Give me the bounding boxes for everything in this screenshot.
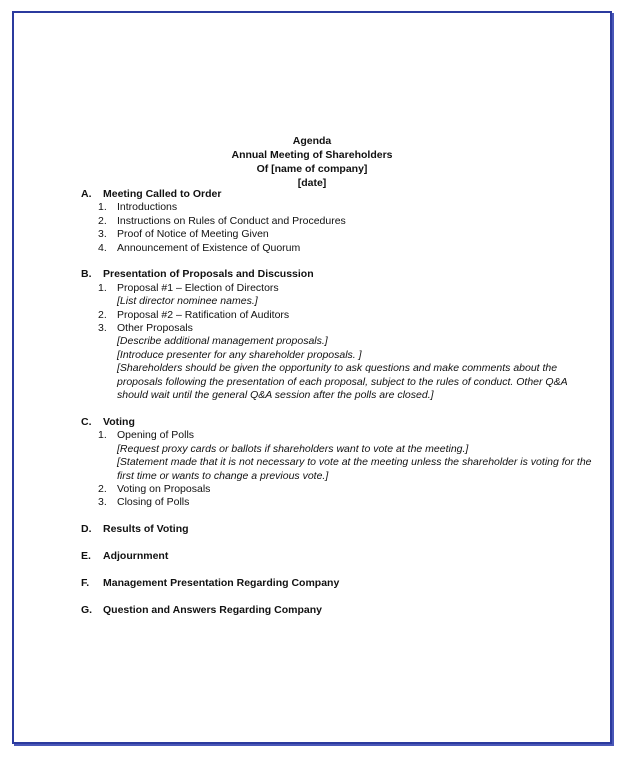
list-item: 2. Proposal #2 – Ratification of Auditors [98, 308, 290, 321]
header-company: Of [name of company] [256, 163, 368, 175]
section-heading: G. Question and Answers Regarding Company [81, 603, 322, 616]
list-item: 1. Opening of Polls [Request proxy cards or ballots if shareholders want to vote at the meeting.] [Statement made that it is not necessary to vote at the meeting unless the shareholder is voting for the first time or wants to change a previous vote.] [81, 429, 601, 483]
list-item: 4. Announcement of Existence of Quorum [98, 241, 301, 254]
list-item: 1. Proposal #1 – Election of Directors [List director nominee names.] [81, 282, 601, 309]
list-item: 3. Other Proposals [Describe additional management proposals.] [Introduce presenter for any shareholder proposals. ] [Shareholders should be given the opportunity to ask questions and make comments about the proposals following the presentation of each proposal, subject to the rules of conduct. Other Q&A should wait until the general Q&A session after the polls are closed.] [81, 322, 601, 402]
document-page [12, 11, 612, 744]
note-text: [Request proxy cards or ballots if shareholders want to vote at the meeting.] [117, 442, 469, 455]
note-text: [Statement made that it is not necessary to vote at the meeting unless the shareholder is voting for the first time or wants to change a previous vote.] [117, 456, 592, 482]
section-heading: D. Results of Voting [81, 523, 189, 536]
section-e [81, 550, 601, 563]
section-heading: C. Voting [81, 415, 135, 428]
agenda-header [14, 134, 610, 190]
section-heading: F. Management Presentation Regarding Company [81, 576, 340, 589]
note-text: [List director nominee names.] [117, 295, 258, 308]
note-text: [Introduce presenter for any shareholder proposals. ] [117, 348, 362, 361]
section-g [81, 604, 601, 617]
section-d [81, 523, 601, 536]
list-item: 3. Proof of Notice of Meeting Given [98, 228, 269, 241]
list-item: 2. Voting on Proposals [98, 482, 211, 495]
section-f [81, 577, 601, 590]
list-item: 1. Introductions [98, 201, 178, 214]
list-item: 2. Instructions on Rules of Conduct and Procedures [98, 214, 346, 227]
agenda-body [81, 188, 601, 617]
note-text: [Describe additional management proposals.] [117, 335, 328, 348]
note-text: [Shareholders should be given the opportunity to ask questions and make comments about the proposals following the presentation of each proposal, subject to the rules of conduct. Other Q&A should wait until the general Q&A session after the polls are closed.] [117, 362, 568, 402]
section-heading: E. Adjournment [81, 549, 169, 562]
header-date: [date] [297, 177, 327, 189]
header-meeting: Annual Meeting of Shareholders [231, 149, 393, 161]
list-item: 3. Closing of Polls [98, 496, 190, 509]
section-c [81, 416, 601, 510]
section-heading: B. Presentation of Proposals and Discussion [81, 268, 314, 281]
section-a [81, 188, 601, 255]
section-heading: A. Meeting Called to Order [81, 188, 222, 200]
header-title: Agenda [292, 135, 332, 147]
section-b [81, 268, 601, 402]
